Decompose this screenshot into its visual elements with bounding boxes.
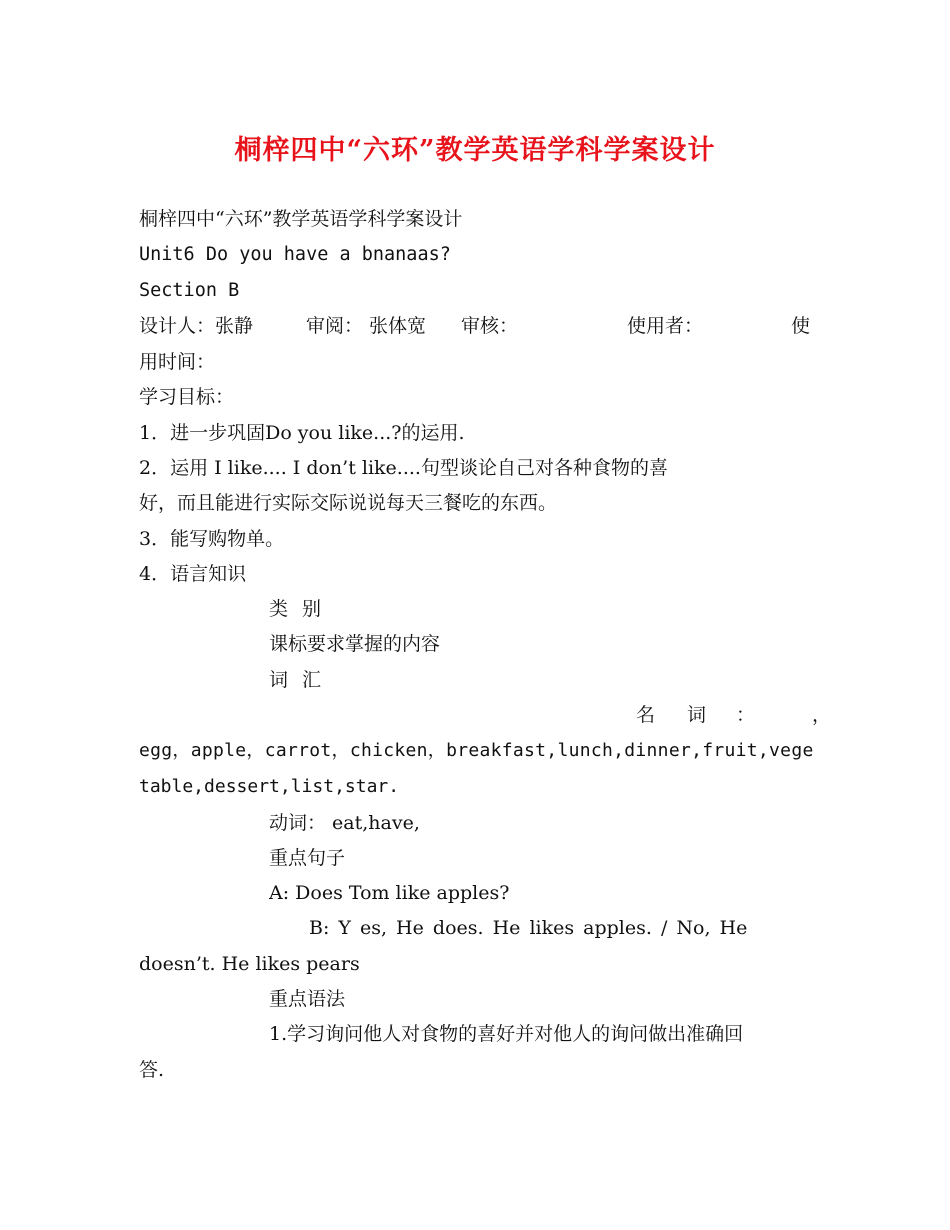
sentence-a: A: Does Tom like apples? — [269, 882, 510, 904]
objective-2b: 好，而且能进行实际交际说说每天三餐吃的东西。 — [139, 492, 558, 514]
standard-label: 课标要求掌握的内容 — [269, 633, 441, 655]
meta-line — [139, 313, 812, 339]
sentence-b2: doesn’t. He likes pears — [139, 953, 360, 975]
key-grammar-label: 重点语法 — [269, 988, 346, 1010]
use-char: 使 — [791, 315, 811, 337]
noun-comma: ， — [812, 704, 832, 726]
use-time: 用时间： — [139, 351, 216, 373]
objectives-heading: 学习目标： — [139, 386, 235, 408]
key-sentences-label: 重点句子 — [269, 847, 346, 869]
section-line: Section B — [139, 280, 240, 301]
vocab-label: 词汇 — [269, 669, 336, 691]
unit-line: Unit6 Do you have a bnanaas? — [139, 244, 451, 265]
noun-colon: ： — [736, 704, 756, 726]
objective-4: 4．语言知识 — [139, 563, 247, 585]
noun-list-2: table,dessert,list,star. — [139, 776, 400, 797]
objective-2a: 2．运用 I like.... I don’t like....句型谈论自己对各种食物的喜 — [139, 457, 668, 479]
noun-char-2: 词 — [687, 704, 707, 726]
sentence-b1: B: Y es, He does. He likes apples. / No, He — [309, 917, 748, 939]
user: 使用者： — [627, 315, 704, 337]
subtitle: 桐梓四中“六环”教学英语学科学案设计 — [139, 208, 463, 230]
document-title: 桐梓四中“六环”教学英语学科学案设计 — [234, 135, 716, 166]
grammar-1a: 1.学习询问他人对食物的喜好并对他人的询问做出准确回 — [269, 1023, 744, 1045]
noun-char-1: 名 — [636, 704, 656, 726]
objective-1: 1．进一步巩固Do you like...?的运用. — [139, 422, 465, 444]
objective-3: 3．能写购物单。 — [139, 528, 285, 550]
verb-line: 动词： eat,have, — [269, 812, 420, 834]
checker: 审核： — [461, 315, 519, 337]
category-label: 类别 — [269, 598, 336, 620]
reviewer: 审阅： 张体宽 — [306, 315, 427, 337]
grammar-1b: 答. — [139, 1059, 165, 1081]
designer: 设计人：张静 — [139, 315, 254, 337]
noun-label-line — [139, 702, 832, 728]
noun-list-1: egg，apple，carrot，chicken，breakfast,lunch,dinner,fruit,vege — [139, 740, 814, 761]
